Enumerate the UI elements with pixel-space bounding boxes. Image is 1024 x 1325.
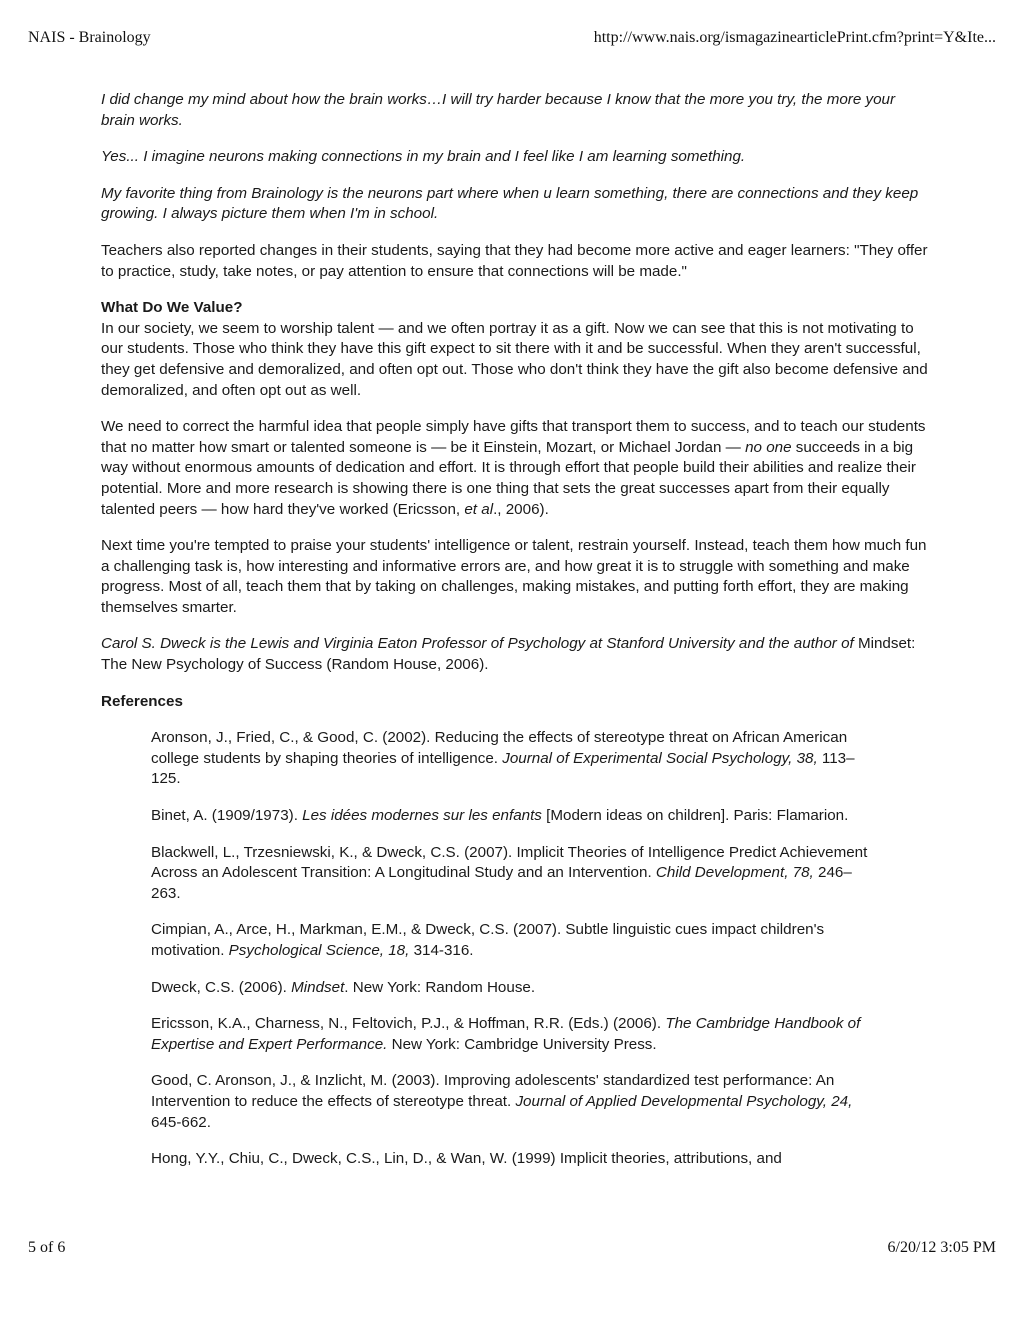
student-quote: Yes... I imagine neurons making connections in my brain and I feel like I am learning something. xyxy=(101,148,746,166)
student-quote: I did change my mind about how the brain works…I will try harder because I know that the more you try, the more your brain works. xyxy=(101,91,896,129)
ref-text: Good, C. Aronson, J., & Inzlicht, M. (2003). Improving adolescents' standardized test performance: An Intervention to reduce the effects of stereotype threat. xyxy=(151,1072,835,1110)
author-bio xyxy=(101,634,931,675)
page-number: 5 of 6 xyxy=(28,1239,66,1256)
book-title: Mindset: The New Psychology of Success (Random House, 2006). xyxy=(101,635,916,674)
ref-pages: 314-316. xyxy=(409,942,474,959)
ref-source: Les idées modernes sur les enfants xyxy=(302,807,542,825)
ref-text: Aronson, J., Fried, C., & Good, C. (2002). Reducing the effects of stereotype threat on African American college students by shaping theories of intelligence. xyxy=(151,729,848,767)
ref-source: Journal of Applied Developmental Psychology, 24, xyxy=(515,1092,853,1110)
section-what-do-we-value xyxy=(101,298,931,401)
emphasis: no one xyxy=(745,438,792,456)
ref-text: Hong, Y.Y., Chiu, C., Dweck, C.S., Lin, D., & Wan, W. (1999) Implicit theories, attributions, and xyxy=(151,1150,782,1168)
ref-text: Dweck, C.S. (2006). xyxy=(151,978,292,996)
bio-text: Carol S. Dweck is the Lewis and Virginia Eaton Professor of Psychology at Stanford University and the author of xyxy=(101,635,854,653)
ref-pages: 113–125. xyxy=(151,749,855,788)
ref-pages: . New York: Random House. xyxy=(344,978,536,996)
ref-source: The Cambridge Handbook of Expertise and Expert Performance. xyxy=(151,1015,861,1053)
ref-text: Cimpian, A., Arce, H., Markman, E.M., & Dweck, C.S. (2007). Subtle linguistic cues impact children's motivation. xyxy=(151,921,825,959)
text-run: succeeds in a big way without enormous amounts of dedication and effort. It is through effort that people build their abilities and realize their potential. More and more research is showing there is one thing that sets the great successes apart from their equally talented peers — how hard they've worked (Ericsson, xyxy=(101,438,916,518)
reference-item xyxy=(151,978,876,999)
teachers-paragraph: Teachers also reported changes in their students, saying that they had become more active and eager learners: "They offer to practice, study, take notes, or pay attention to ensure that connections will be made." xyxy=(101,241,928,280)
ref-source: Child Development, 78, xyxy=(655,864,814,882)
reference-item xyxy=(151,920,876,961)
text-run: We need to correct the harmful idea that people simply have gifts that transport them to success, and to teach our students that no matter how smart or talented someone is — be it Einstein, Mozart, or Michael Jordan — xyxy=(101,418,926,456)
reference-item xyxy=(151,1014,876,1055)
text-run: ., 2006). xyxy=(493,500,549,518)
reference-item xyxy=(151,1149,876,1170)
ref-pages: [Modern ideas on children]. Paris: Flamarion. xyxy=(541,807,849,825)
print-header-url: http://www.nais.org/ismagazinearticlePrint.cfm?print=Y&Ite... xyxy=(593,29,996,46)
ref-text: Binet, A. (1909/1973). xyxy=(151,807,303,825)
ref-source: Mindset xyxy=(291,978,345,996)
ref-source: Psychological Science, 18, xyxy=(228,942,410,959)
section-paragraph: Next time you're tempted to praise your students' intelligence or talent, restrain yourself. Instead, teach them how much fun a challenging task is, how interesting and informative errors are, and how great it is to struggle with something and make progress. Most of all, teach them that by taking on challenges, making mistakes, and putting forth effort, they are making themselves smarter. xyxy=(101,537,927,616)
section-heading: What Do We Value? xyxy=(101,299,243,317)
references-heading: References xyxy=(101,692,183,710)
print-header-title: NAIS - Brainology xyxy=(28,29,151,46)
section-paragraph xyxy=(101,417,931,520)
reference-item xyxy=(151,806,876,827)
ref-pages: 645-662. xyxy=(151,1113,211,1131)
print-datetime: 6/20/12 3:05 PM xyxy=(887,1239,996,1256)
ref-source: Journal of Experimental Social Psychology, 38, xyxy=(502,749,818,767)
references-list xyxy=(151,728,876,1170)
article-body xyxy=(101,90,931,1186)
reference-item xyxy=(151,728,876,790)
reference-item xyxy=(151,843,876,905)
reference-item xyxy=(151,1071,876,1133)
emphasis: et al xyxy=(464,500,494,518)
ref-text: Ericsson, K.A., Charness, N., Feltovich, P.J., & Hoffman, R.R. (Eds.) (2006). xyxy=(151,1015,666,1033)
ref-pages: New York: Cambridge University Press. xyxy=(387,1035,657,1053)
section-paragraph: In our society, we seem to worship talent — and we often portray it as a gift. Now we can see that this is not motivating to our students. Those who think they have this gift expect to sit there with it and be successful. When they aren't successful, they get defensive and demoralized, and often opt out. Those who don't think they have the gift also become defensive and demoralized, and often opt out as well. xyxy=(101,319,928,399)
student-quote: My favorite thing from Brainology is the neurons part where when u learn something, there are connections and they keep growing. I always picture them when I'm in school. xyxy=(101,184,919,223)
ref-text: Blackwell, L., Trzesniewski, K., & Dweck, C.S. (2007). Implicit Theories of Intelligence Predict Achievement Across an Adolescent Transition: A Longitudinal Study and an Intervention. xyxy=(151,843,868,882)
ref-pages: 246–263. xyxy=(151,864,852,902)
